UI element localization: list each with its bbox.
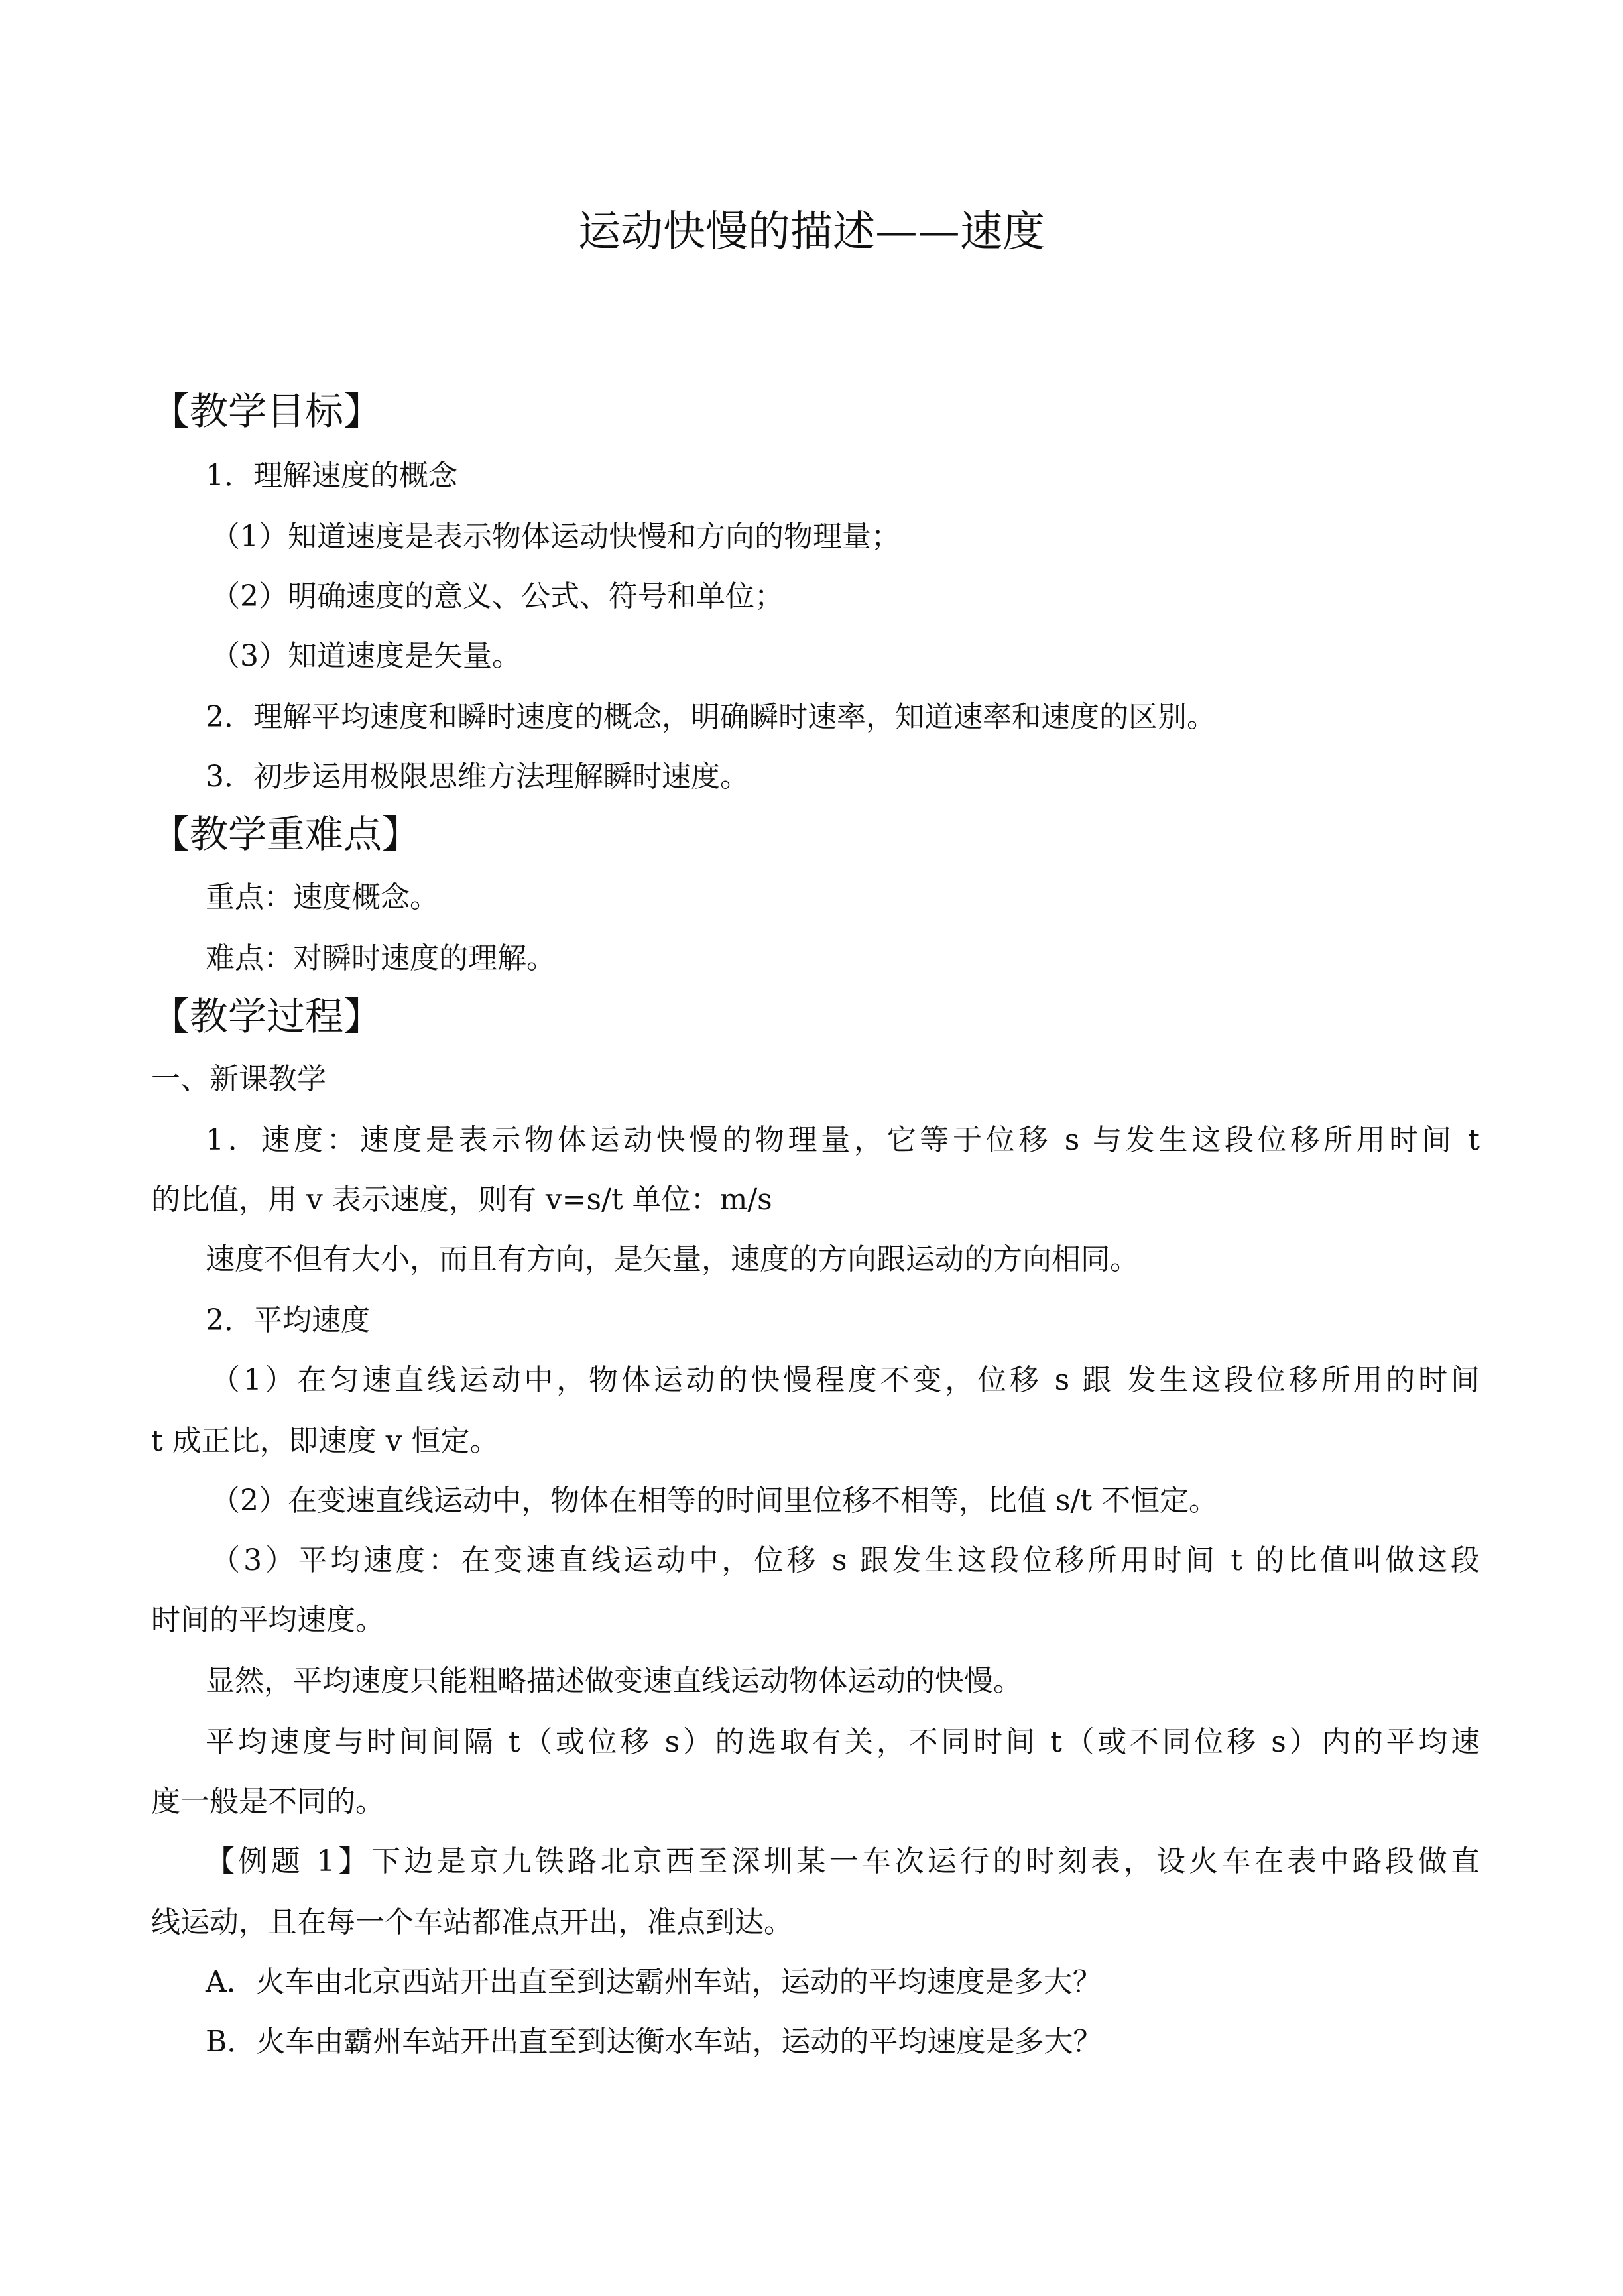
paragraph-line: 平均速度与时间间隔 t（或位移 s）的选取有关，不同时间 t（或不同位移 s）内的平均速 bbox=[206, 1725, 1480, 1759]
paragraph-line: （2）在变速直线运动中，物体在相等的时间里位移不相等，比值 s/t 不恒定。 bbox=[211, 1484, 1219, 1518]
paragraph-line: t 成正比，即速度 v 恒定。 bbox=[151, 1424, 499, 1458]
example-line: 【例题 1】下边是京九铁路北京西至深圳某一车次运行的时刻表，设火车在表中路段做直 bbox=[206, 1844, 1480, 1878]
example-line: 线运动，且在每一个车站都准点开出，准点到达。 bbox=[151, 1905, 793, 1939]
paragraph-line: （3）平均速度：在变速直线运动中，位移 s 跟发生这段位移所用时间 t 的比值叫做这段 bbox=[211, 1543, 1480, 1577]
heading-key-points: 【教学重难点】 bbox=[151, 812, 421, 857]
page-title: 运动快慢的描述——速度 bbox=[578, 208, 1045, 257]
paragraph-line: 2．平均速度 bbox=[206, 1303, 370, 1337]
paragraph-line: 的比值，用 v 表示速度，则有 v=s/t 单位：m/s bbox=[151, 1183, 772, 1217]
goal-item: 3．初步运用极限思维方法理解瞬时速度。 bbox=[206, 760, 749, 794]
heading-teaching-process: 【教学过程】 bbox=[151, 994, 383, 1039]
goal-item: 1．理解速度的概念 bbox=[206, 459, 457, 493]
goal-item: （1）知道速度是表示物体运动快慢和方向的物理量； bbox=[211, 520, 900, 554]
paragraph-line: （1）在匀速直线运动中，物体运动的快慢程度不变，位移 s 跟 发生这段位移所用的时间 bbox=[211, 1363, 1480, 1397]
heading-teaching-goals: 【教学目标】 bbox=[151, 389, 383, 434]
key-point-item: 难点：对瞬时速度的理解。 bbox=[206, 941, 556, 975]
key-point-item: 重点：速度概念。 bbox=[206, 880, 439, 914]
paragraph-line: 时间的平均速度。 bbox=[151, 1603, 385, 1637]
example-question: A．火车由北京西站开出直至到达霸州车站，运动的平均速度是多大？ bbox=[206, 1965, 1102, 1999]
process-subheading: 一、新课教学 bbox=[151, 1062, 326, 1096]
paragraph-line: 1．速度：速度是表示物体运动快慢的物理量，它等于位移 s 与发生这段位移所用时间 t bbox=[206, 1123, 1480, 1157]
goal-item: （2）明确速度的意义、公式、符号和单位； bbox=[211, 579, 784, 613]
paragraph-line: 显然，平均速度只能粗略描述做变速直线运动物体运动的快慢。 bbox=[206, 1664, 1022, 1698]
paragraph-line: 速度不但有大小，而且有方向，是矢量，速度的方向跟运动的方向相同。 bbox=[206, 1242, 1139, 1276]
paragraph-line: 度一般是不同的。 bbox=[151, 1785, 385, 1819]
goal-item: 2．理解平均速度和瞬时速度的概念，明确瞬时速率，知道速率和速度的区别。 bbox=[206, 700, 1216, 734]
example-question: B．火车由霸州车站开出直至到达衡水车站，运动的平均速度是多大？ bbox=[206, 2025, 1103, 2059]
goal-item: （3）知道速度是矢量。 bbox=[211, 639, 521, 673]
